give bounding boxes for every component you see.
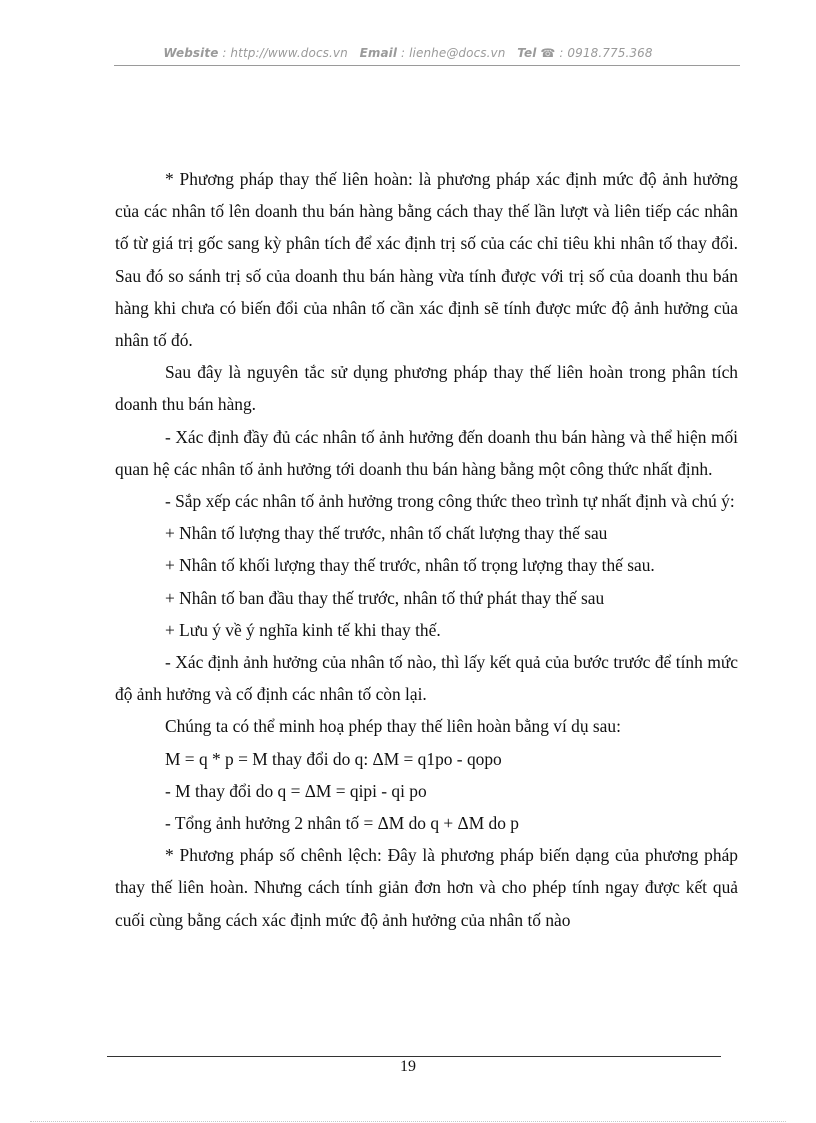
list-item: + Lưu ý về ý nghĩa kinh tế khi thay thế. — [165, 619, 441, 640]
list-item: + Nhân tố lượng thay thế trước, nhân tố chất lượng thay thế sau — [165, 523, 608, 544]
paragraph-difference-method: * Phương pháp số chênh lệch: Đây là phương pháp biến dạng của phương pháp thay thế liên hoàn. Nhưng cách tính giản đơn hơn và cho phép tính ngay được kết quả cuối cùng bằng cách xác định mức độ ảnh hưởng của nhân tố nào — [115, 845, 738, 930]
website-label: Website — [163, 46, 219, 60]
page-bottom-border — [30, 1121, 786, 1122]
tel-value: : 0918.775.368 — [559, 46, 653, 60]
email-value: : lienhe@docs.vn — [401, 46, 506, 60]
paragraph-principles-intro: Sau đây là nguyên tắc sử dụng phương pháp thay thế liên hoàn trong phân tích doanh thu bán hàng. — [115, 362, 738, 415]
example-intro: Chúng ta có thể minh hoạ phép thay thế liên hoàn bằng ví dụ sau: — [165, 716, 621, 737]
email-label: Email — [359, 46, 398, 60]
document-body — [115, 163, 738, 936]
phone-icon: ☎ — [540, 46, 556, 60]
formula-line: - M thay đổi do q = ΔM = qipi - qi po — [165, 780, 427, 801]
paragraph-rule-1: - Xác định đầy đủ các nhân tố ảnh hưởng đến doanh thu bán hàng và thể hiện mối quan hệ các nhân tố ảnh hưởng tới doanh thu bán hàng bằng một công thức nhất định. — [115, 426, 738, 479]
formula-line: - Tổng ảnh hưởng 2 nhân tố = ΔM do q + ΔM do p — [165, 813, 519, 834]
formula-line: M = q * p = M thay đổi do q: ΔM = q1po - qopo — [165, 748, 502, 769]
list-item: + Nhân tố ban đầu thay thế trước, nhân tố thứ phát thay thế sau — [165, 587, 605, 608]
list-item: + Nhân tố khối lượng thay thế trước, nhân tố trọng lượng thay thế sau. — [165, 555, 655, 576]
website-value: : http://www.docs.vn — [222, 46, 348, 60]
paragraph-rule-2: - Sắp xếp các nhân tố ảnh hưởng trong công thức theo trình tự nhất định và chú ý: — [165, 491, 735, 512]
paragraph-rule-3: - Xác định ảnh hưởng của nhân tố nào, thì lấy kết quả của bước trước để tính mức độ ảnh hưởng và cố định các nhân tố còn lại. — [115, 652, 738, 705]
header-divider — [114, 65, 740, 66]
tel-label: Tel — [517, 46, 537, 60]
footer-divider — [107, 1056, 721, 1057]
page-number: 19 — [400, 1058, 416, 1075]
paragraph-substitution-method: * Phương pháp thay thế liên hoàn: là phương pháp xác định mức độ ảnh hưởng của các nhân tố lên doanh thu bán hàng bằng cách thay thế lần lượt và liên tiếp các nhân tố từ giá trị gốc sang kỳ phân tích để xác định trị số của các chỉ tiêu khi nhân tố thay đổi. Sau đó so sánh trị số của doanh thu bán hàng vừa tính được với trị số của doanh thu bán hàng khi chưa có biến đổi của nhân tố cần xác định sẽ tính được mức độ ảnh hưởng của nhân tố đó. — [115, 169, 738, 351]
page-header — [0, 46, 816, 60]
